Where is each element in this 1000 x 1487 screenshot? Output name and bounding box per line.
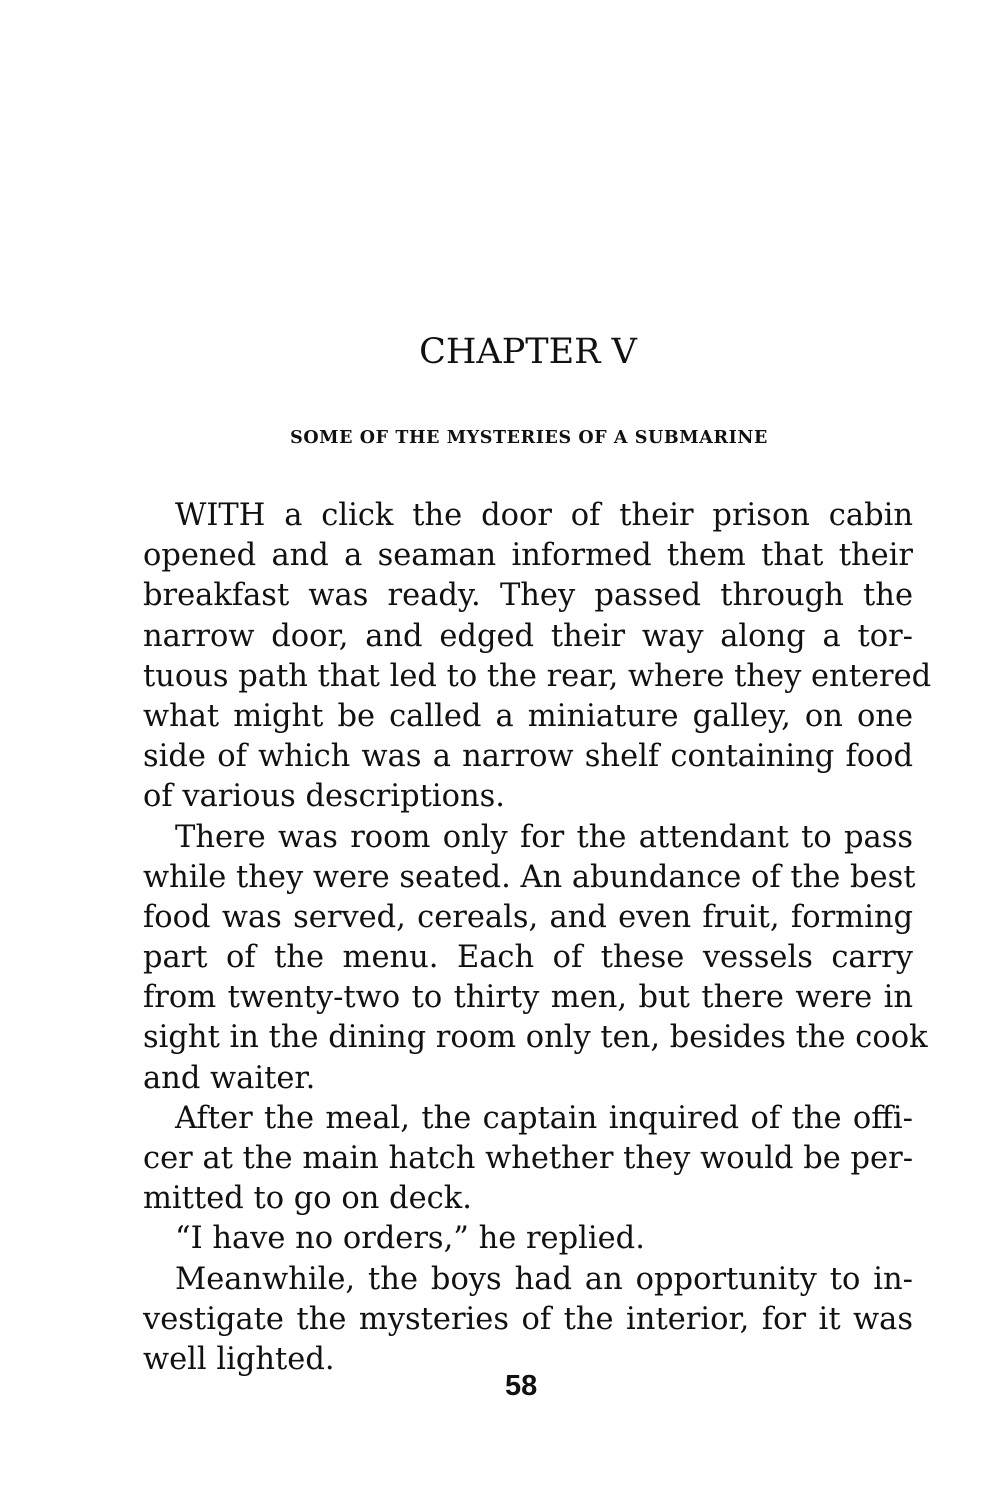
text-line: food was served, cereals, and even fruit, forming xyxy=(143,899,913,935)
text-line: There was room only for the attendant to pass xyxy=(175,819,913,855)
text-line: while they were seated. An abundance of the best xyxy=(143,859,916,895)
text-line: sight in the dining room only ten, besides the cook xyxy=(143,1020,928,1056)
text-line: breakfast was ready. They passed through the xyxy=(143,578,913,614)
text-line: tuous path that led to the rear, where they entered xyxy=(143,658,932,694)
body-text xyxy=(143,496,932,1380)
text-line: cer at the main hatch whether they would be per- xyxy=(143,1141,913,1176)
text-line: part of the menu. Each of these vessels carry xyxy=(143,940,913,976)
text-line: Meanwhile, the boys had an opportunity to in- xyxy=(175,1261,913,1297)
text-line: what might be called a miniature galley, on one xyxy=(143,698,913,734)
text-line: mitted to go on deck. xyxy=(143,1181,472,1217)
text-line: After the meal, the captain inquired of the offi- xyxy=(175,1100,913,1136)
page-number: 58 xyxy=(505,1370,538,1402)
text-line: WITH a click the door of their prison cabin xyxy=(175,498,913,533)
text-line: side of which was a narrow shelf containing food xyxy=(143,739,913,775)
text-line: from twenty-two to thirty men, but there were in xyxy=(143,980,913,1016)
chapter-title: CHAPTER V xyxy=(419,332,637,372)
text-line: and waiter. xyxy=(143,1060,316,1096)
text-line: vestigate the mysteries of the interior, for it was xyxy=(143,1301,913,1337)
text-line: “I have no orders,” he replied. xyxy=(175,1221,645,1257)
text-line: opened and a seaman informed them that their xyxy=(143,538,913,574)
text-line: narrow door, and edged their way along a tor- xyxy=(143,618,913,654)
text-line: of various descriptions. xyxy=(143,779,505,815)
text-line: well lighted. xyxy=(143,1341,335,1377)
chapter-subtitle: SOME OF THE MYSTERIES OF A SUBMARINE xyxy=(290,428,768,448)
